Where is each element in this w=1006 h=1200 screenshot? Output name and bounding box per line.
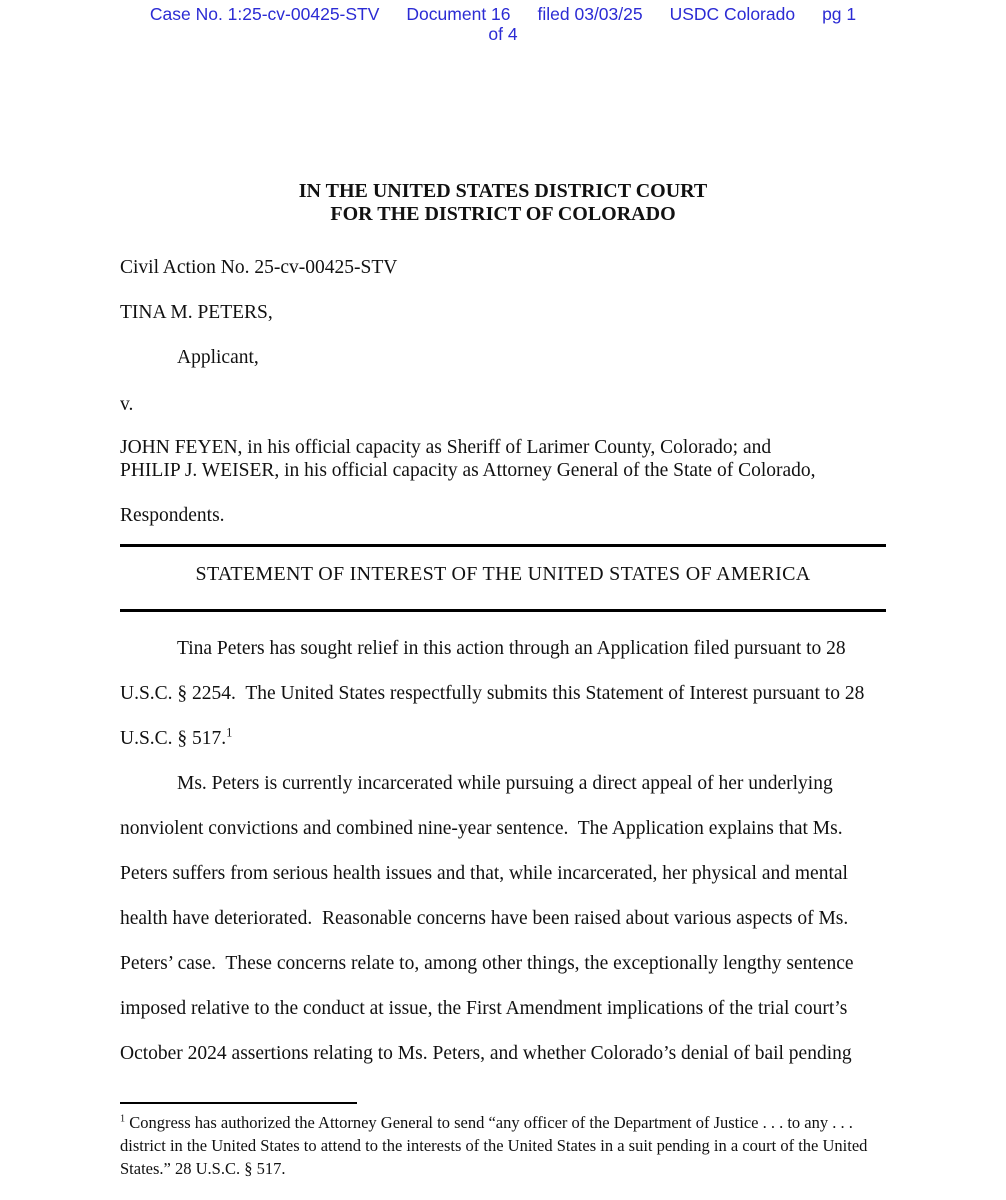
separator-rule-bottom <box>120 609 886 612</box>
respondents-role: Respondents. <box>120 505 225 526</box>
respondent-line2: PHILIP J. WEISER, in his official capacity as Attorney General of the State of Colorado, <box>120 460 816 481</box>
stamp-case-number: Case No. 1:25-cv-00425-STV <box>149 4 380 24</box>
footnote-marker: 1 <box>120 1113 126 1125</box>
footnote-separator <box>120 1102 357 1104</box>
footnote <box>120 1111 886 1180</box>
court-title-line2: FOR THE DISTRICT OF COLORADO <box>330 203 676 225</box>
paragraph-1 <box>120 626 886 761</box>
paragraph-2: Ms. Peters is currently incarcerated while pursuing a direct appeal of her underlying nonviolent convictions and combined nine-year sentence. The Application explains that Ms. Peters suffers from serious health issues and that, while incarcerated, her physical and mental health have deteriorated. Reasonable concerns have been raised about various aspects of Ms. Peters’ case. These concerns relate to, among other things, the exceptionally lengthy sentence imposed relative to the conduct at issue, the First Amendment implications of the trial court’s October 2024 assertions relating to Ms. Peters, and whether Colorado’s denial of bail pending <box>120 773 859 1064</box>
stamp-document-number: Document 16 <box>406 4 511 24</box>
stamp-page-total: of 4 <box>488 24 518 44</box>
versus: v. <box>120 394 134 415</box>
stamp-court-abbrev: USDC Colorado <box>669 4 796 24</box>
court-title-line1: IN THE UNITED STATES DISTRICT COURT <box>298 180 708 202</box>
applicant-role: Applicant, <box>177 347 259 368</box>
footnote-text: Congress has authorized the Attorney General to send “any officer of the Department of Justice . . . to any . . . district in the United States to attend to the interests of the United States in a suit pending in a court of the United States.” 28 U.S.C. § 517. <box>120 1113 872 1178</box>
respondent-line1: JOHN FEYEN, in his official capacity as Sheriff of Larimer County, Colorado; and <box>120 437 772 458</box>
document-content <box>120 0 886 1180</box>
paragraph-1-text: Tina Peters has sought relief in this action through an Application filed pursuant to 28 U.S.C. § 2254. The United States respectfully submits this Statement of Interest pursuant to 28 U.S.C. § 517. <box>120 638 870 749</box>
civil-action-number: Civil Action No. 25-cv-00425-STV <box>120 257 398 278</box>
stamp-page-number: pg 1 <box>822 4 857 24</box>
stamp-filed-date: filed 03/03/25 <box>537 4 643 24</box>
applicant-name: TINA M. PETERS, <box>120 302 273 323</box>
body-text <box>120 626 886 1076</box>
case-caption <box>120 256 886 527</box>
court-title <box>120 180 886 226</box>
document-heading: STATEMENT OF INTEREST OF THE UNITED STATES OF AMERICA <box>195 563 811 585</box>
separator-rule-top <box>120 544 886 547</box>
footnote-reference: 1 <box>226 725 233 740</box>
